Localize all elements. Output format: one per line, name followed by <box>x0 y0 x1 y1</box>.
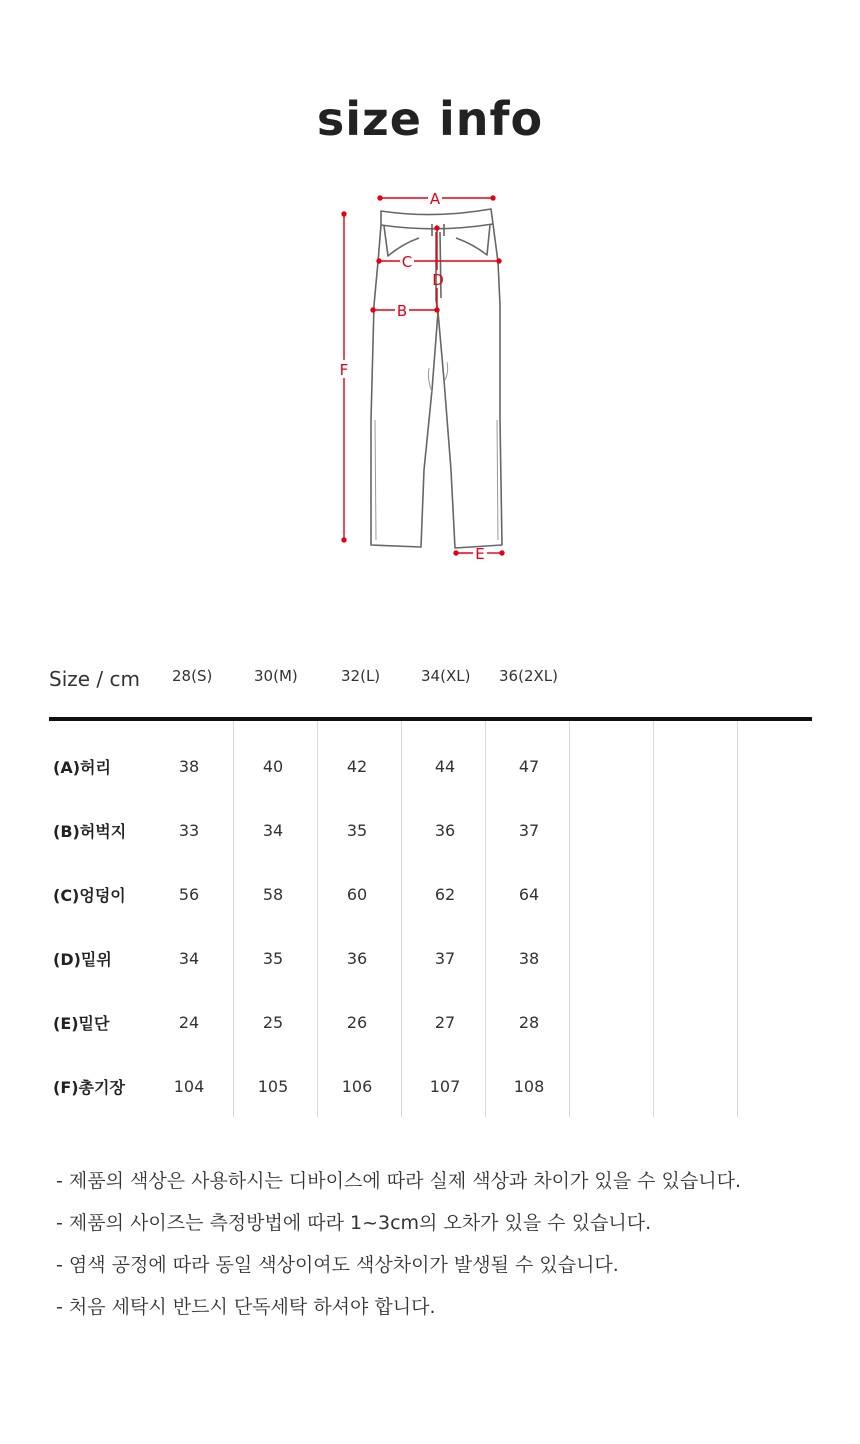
table-cell: 24 <box>178 1013 200 1032</box>
table-cell: 64 <box>518 885 540 904</box>
header-size-unit: Size / cm <box>49 667 140 691</box>
row-label: (C)엉덩이 <box>53 886 126 905</box>
column-header: 36(2XL) <box>499 667 558 685</box>
table-cell: 62 <box>434 885 456 904</box>
note-item: - 처음 세탁시 반드시 단독세탁 하셔야 합니다. <box>56 1296 436 1318</box>
column-header: 32(L) <box>341 667 381 685</box>
table-cell: 35 <box>346 821 368 840</box>
table-row <box>49 1041 812 1105</box>
table-cell: 104 <box>173 1077 205 1096</box>
label-c: C <box>401 253 413 271</box>
table-row <box>49 721 812 785</box>
table-cell: 44 <box>434 757 456 776</box>
table-cell: 47 <box>518 757 540 776</box>
table-cell: 34 <box>178 949 200 968</box>
table-cell: 108 <box>513 1077 545 1096</box>
table-cell: 26 <box>346 1013 368 1032</box>
table-cell: 60 <box>346 885 368 904</box>
page-title: size info <box>316 92 544 146</box>
row-label: (E)밑단 <box>53 1014 110 1033</box>
table-cell: 33 <box>178 821 200 840</box>
table-row <box>49 977 812 1041</box>
table-cell: 105 <box>257 1077 289 1096</box>
table-cell: 107 <box>429 1077 461 1096</box>
table-cell: 58 <box>262 885 284 904</box>
table-row <box>49 785 812 849</box>
table-cell: 56 <box>178 885 200 904</box>
table-cell: 40 <box>262 757 284 776</box>
table-cell: 25 <box>262 1013 284 1032</box>
table-row <box>49 849 812 913</box>
table-cell: 36 <box>434 821 456 840</box>
note-item: - 제품의 사이즈는 측정방법에 따라 1~3cm의 오차가 있을 수 있습니다. <box>56 1212 652 1234</box>
note-item: - 염색 공정에 따라 동일 색상이여도 색상차이가 발생될 수 있습니다. <box>56 1254 619 1276</box>
label-f: F <box>339 361 349 379</box>
pants-measurement-diagram <box>330 185 530 565</box>
label-b: B <box>396 302 408 320</box>
note-item: - 제품의 색상은 사용하시는 디바이스에 따라 실제 색상과 차이가 있을 수 있습니다. <box>56 1170 742 1192</box>
table-cell: 36 <box>346 949 368 968</box>
label-a: A <box>429 190 441 208</box>
size-table <box>49 655 812 1117</box>
table-header <box>49 655 812 721</box>
row-label: (F)총기장 <box>53 1078 125 1097</box>
row-label: (A)허리 <box>53 758 111 777</box>
label-e: E <box>475 545 485 563</box>
table-row <box>49 913 812 977</box>
column-header: 34(XL) <box>421 667 471 685</box>
label-d: D <box>432 271 444 289</box>
table-cell: 27 <box>434 1013 456 1032</box>
table-cell: 106 <box>341 1077 373 1096</box>
table-cell: 37 <box>518 821 540 840</box>
row-label: (D)밑위 <box>53 950 112 969</box>
table-cell: 28 <box>518 1013 540 1032</box>
table-cell: 38 <box>178 757 200 776</box>
notes-list <box>56 1166 836 1334</box>
column-header: 28(S) <box>172 667 213 685</box>
table-cell: 37 <box>434 949 456 968</box>
table-cell: 38 <box>518 949 540 968</box>
table-cell: 35 <box>262 949 284 968</box>
table-body <box>49 721 812 1117</box>
table-cell: 42 <box>346 757 368 776</box>
table-cell: 34 <box>262 821 284 840</box>
column-header: 30(M) <box>254 667 298 685</box>
row-label: (B)허벅지 <box>53 822 127 841</box>
